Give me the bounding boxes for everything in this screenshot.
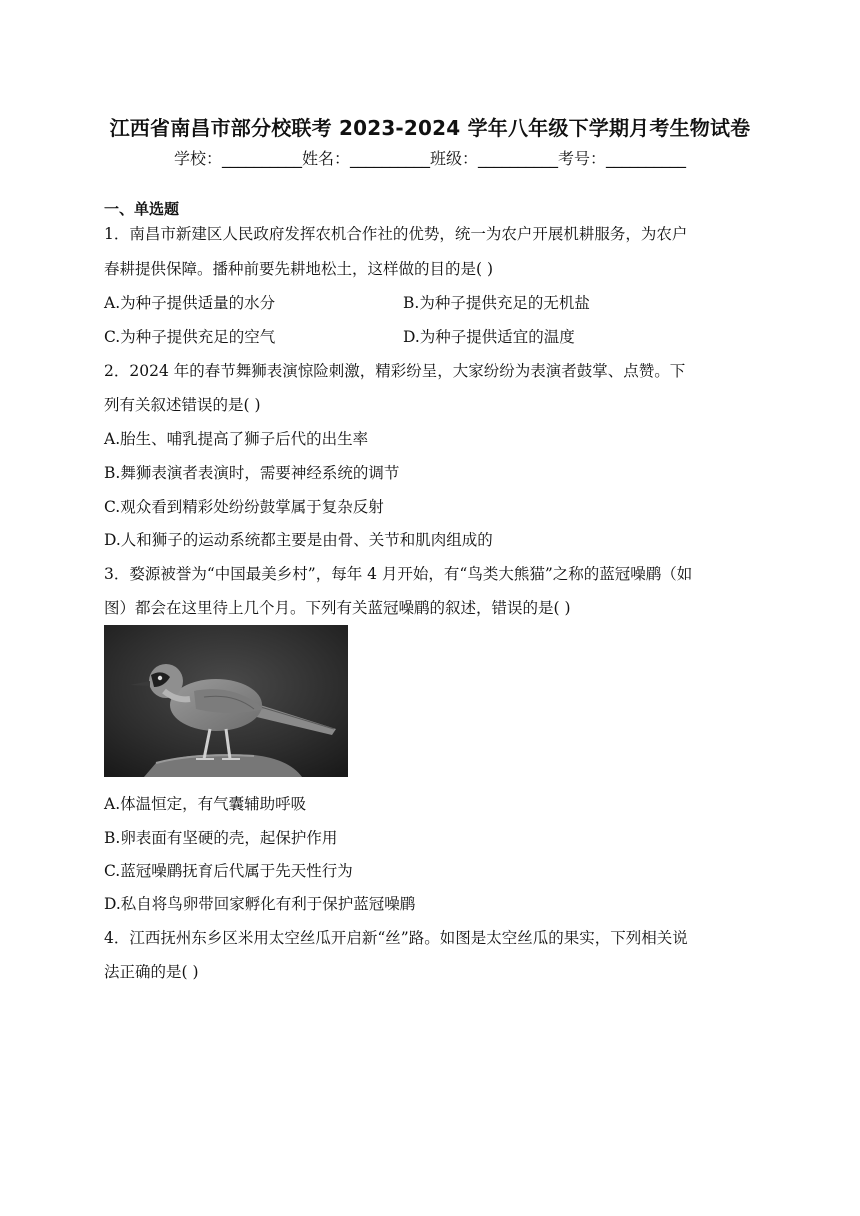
question-1-option-a: A.为种子提供适量的水分 xyxy=(104,294,276,312)
question-2-option-d: D.人和狮子的运动系统都主要是由骨、关节和肌肉组成的 xyxy=(104,531,493,549)
question-1-stem-line-1: 1．南昌市新建区人民政府发挥农机合作社的优势，统一为农户开展机耕服务，为农户 xyxy=(104,225,688,243)
question-2-option-b: B.舞狮表演者表演时，需要神经系统的调节 xyxy=(104,464,400,482)
question-1-stem-line-2: 春耕提供保障。播种前要先耕地松土，这样做的目的是( ) xyxy=(104,260,494,278)
question-3-stem-line-2: 图）都会在这里待上几个月。下列有关蓝冠噪鹛的叙述，错误的是( ) xyxy=(104,599,571,617)
question-3-stem-line-1: 3．婺源被誉为“中国最美乡村”，每年 4 月开始，有“鸟类大熊猫”之称的蓝冠噪鹛（如 xyxy=(104,565,693,583)
student-info-line: 学校：__________姓名：__________班级：__________考号：__________ xyxy=(173,149,686,168)
question-2-option-c: C.观众看到精彩处纷纷鼓掌属于复杂反射 xyxy=(104,498,384,516)
bird-photo xyxy=(104,625,348,777)
question-4-stem-line-2: 法正确的是( ) xyxy=(104,963,199,981)
question-3-option-d: D.私自将鸟卵带回家孵化有利于保护蓝冠噪鹛 xyxy=(104,895,416,913)
question-2-stem-line-2: 列有关叙述错误的是( ) xyxy=(104,396,261,414)
question-1-option-d: D.为种子提供适宜的温度 xyxy=(403,328,575,346)
exam-title: 江西省南昌市部分校联考 2023-2024 学年八年级下学期月考生物试卷 xyxy=(109,116,751,140)
question-1-option-c: C.为种子提供充足的空气 xyxy=(104,328,276,346)
question-1-option-b: B.为种子提供充足的无机盐 xyxy=(403,294,590,312)
question-4-stem-line-1: 4．江西抚州东乡区米用太空丝瓜开启新“丝”路。如图是太空丝瓜的果实，下列相关说 xyxy=(104,929,688,947)
question-3-option-a: A.体温恒定，有气囊辅助呼吸 xyxy=(104,795,307,813)
question-2-option-a: A.胎生、哺乳提高了狮子后代的出生率 xyxy=(104,430,369,448)
question-2-stem-line-1: 2．2024 年的春节舞狮表演惊险刺激，精彩纷呈，大家纷纷为表演者鼓掌、点赞。下 xyxy=(104,362,686,380)
question-3-option-c: C.蓝冠噪鹛抚育后代属于先天性行为 xyxy=(104,862,353,880)
question-3-option-b: B.卵表面有坚硬的壳，起保护作用 xyxy=(104,829,338,847)
section-heading: 一、单选题 xyxy=(104,200,180,218)
